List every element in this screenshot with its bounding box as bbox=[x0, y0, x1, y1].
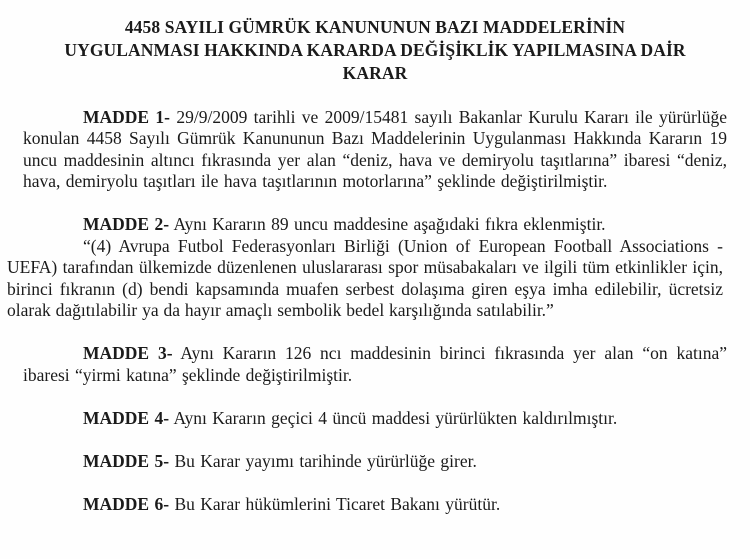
article-madde-3-label: MADDE 3- bbox=[83, 343, 173, 363]
article-madde-3 bbox=[23, 343, 727, 386]
article-madde-2-quoted-clause bbox=[7, 236, 723, 322]
title-line-2: UYGULANMASI HAKKINDA KARARDA DEĞİŞİKLİK YAPILMASINA DAİR bbox=[64, 40, 686, 60]
article-madde-1 bbox=[23, 107, 727, 193]
article-madde-1-label: MADDE 1- bbox=[83, 106, 171, 127]
article-madde-2-text: Aynı Kararın 89 uncu maddesine aşağıdaki fıkra eklenmiştir. bbox=[173, 214, 606, 234]
document-title bbox=[23, 16, 727, 85]
title-line-1: 4458 SAYILI GÜMRÜK KANUNUNUN BAZI MADDELERİNİN bbox=[124, 17, 626, 37]
article-madde-4 bbox=[23, 408, 727, 430]
article-madde-6-label: MADDE 6- bbox=[83, 493, 170, 514]
article-madde-5-label: MADDE 5- bbox=[83, 450, 170, 471]
article-madde-5-text: Bu Karar yayımı tarihinde yürürlüğe girer. bbox=[174, 450, 477, 471]
article-madde-2-label: MADDE 2- bbox=[83, 214, 170, 234]
article-madde-6-text: Bu Karar hükümlerini Ticaret Bakanı yürütür. bbox=[174, 493, 501, 514]
title-line-3: KARAR bbox=[342, 63, 408, 83]
article-madde-2-quoted-clause-text: “(4) Avrupa Futbol Federasyonları Birliği (Union of European Football Associations - UEFA) tarafından ülkemizde düzenlenen uluslararası spor müsabakaları ve ilgili tüm etkinlikler için, birinci fıkranın (d) bendi kapsamında muafen serbest dolaşıma giren eşya imha edilebilir, ücretsiz olarak dağıtılabilir ya da hayır amaçlı sembolik bedel karşılığında satılabilir.” bbox=[7, 235, 723, 320]
article-madde-1-text: 29/9/2009 tarihli ve 2009/15481 sayılı Bakanlar Kurulu Kararı ile yürürlüğe konulan 4458 Sayılı Gümrük Kanununun Bazı Maddelerinin Uygulanması Hakkında Kararın 19 uncu maddesinin altıncı fıkrasında yer alan “deniz, hava ve demiryolu taşıtlarına” ibaresi “deniz, hava, demiryolu taşıtları ile hava taşıtlarının motorlarına” şeklinde değiştirilmiştir. bbox=[23, 106, 728, 191]
article-madde-4-text: Aynı Kararın geçici 4 üncü maddesi yürürlükten kaldırılmıştır. bbox=[173, 407, 618, 428]
article-madde-5 bbox=[23, 451, 727, 473]
article-madde-2 bbox=[23, 214, 727, 236]
article-madde-4-label: MADDE 4- bbox=[83, 407, 170, 428]
article-madde-6 bbox=[23, 494, 727, 516]
article-madde-3-text: Aynı Kararın 126 ncı maddesinin birinci fıkrasında yer alan “on katına” ibaresi “yirmi katına” şeklinde değiştirilmiştir. bbox=[23, 343, 727, 385]
